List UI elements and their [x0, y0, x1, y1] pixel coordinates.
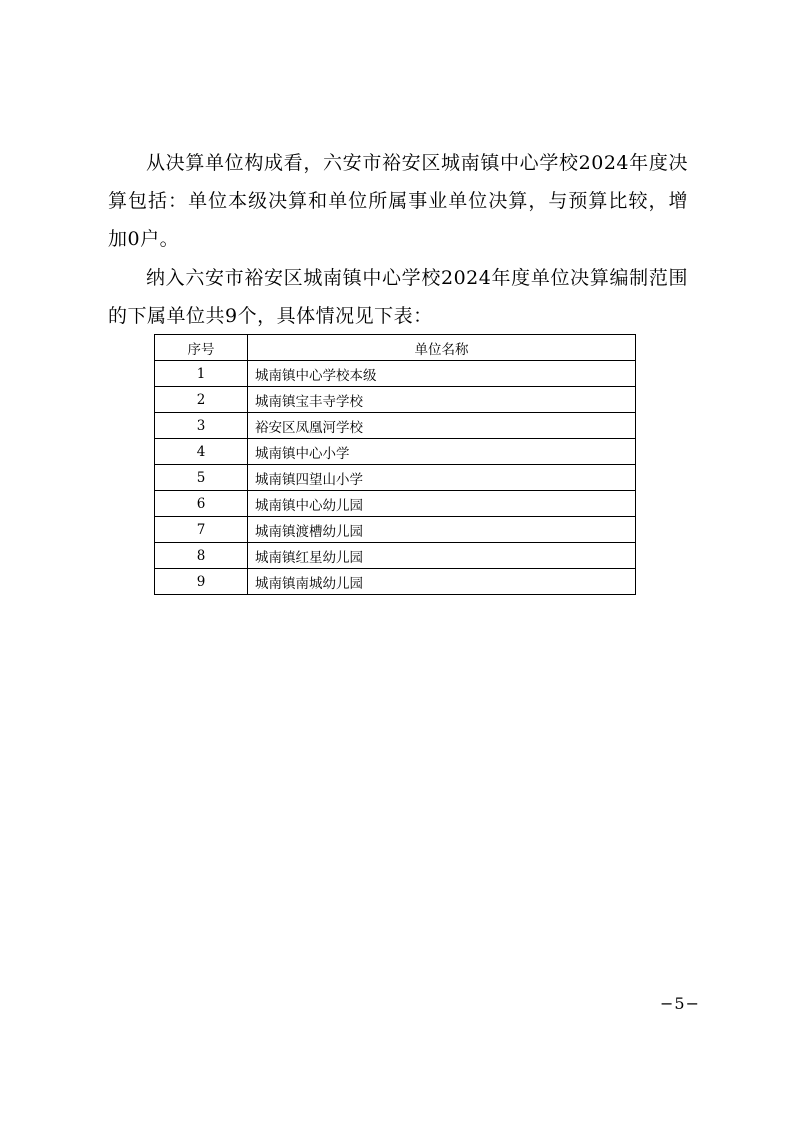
header-serial-number: 序号 [155, 335, 248, 361]
row-serial-number: 1 [155, 361, 248, 387]
row-unit-name: 城南镇四望山小学 [248, 465, 636, 491]
paragraph-subordinate-units: 纳入六安市裕安区城南镇中心学校2024年度单位决算编制范围的下属单位共9个，具体情况见下表： [108, 267, 688, 327]
subordinate-units-table [154, 334, 636, 595]
row-unit-name: 城南镇中心学校本级 [248, 361, 636, 387]
table-row [155, 491, 636, 517]
row-serial-number: 8 [155, 543, 248, 569]
table-row [155, 413, 636, 439]
row-unit-name: 裕安区凤凰河学校 [248, 413, 636, 439]
row-serial-number: 3 [155, 413, 248, 439]
row-unit-name: 城南镇中心小学 [248, 439, 636, 465]
row-unit-name: 城南镇中心幼儿园 [248, 491, 636, 517]
row-serial-number: 9 [155, 569, 248, 595]
row-serial-number: 4 [155, 439, 248, 465]
row-serial-number: 7 [155, 517, 248, 543]
table-row [155, 569, 636, 595]
table-row [155, 517, 636, 543]
row-serial-number: 2 [155, 387, 248, 413]
table-header-row [155, 335, 636, 361]
row-unit-name: 城南镇南城幼儿园 [248, 569, 636, 595]
paragraph-budget-composition: 从决算单位构成看，六安市裕安区城南镇中心学校2024年度决算包括：单位本级决算和单位所属事业单位决算，与预算比较，增加0户。 [108, 152, 688, 250]
row-serial-number: 5 [155, 465, 248, 491]
page-number: −5− [660, 994, 700, 1013]
row-unit-name: 城南镇宝丰寺学校 [248, 387, 636, 413]
table-row [155, 465, 636, 491]
row-unit-name: 城南镇渡槽幼儿园 [248, 517, 636, 543]
table-row [155, 387, 636, 413]
table-row [155, 439, 636, 465]
row-serial-number: 6 [155, 491, 248, 517]
table-row [155, 543, 636, 569]
header-unit-name: 单位名称 [248, 335, 636, 361]
table-row [155, 361, 636, 387]
row-unit-name: 城南镇红星幼儿园 [248, 543, 636, 569]
